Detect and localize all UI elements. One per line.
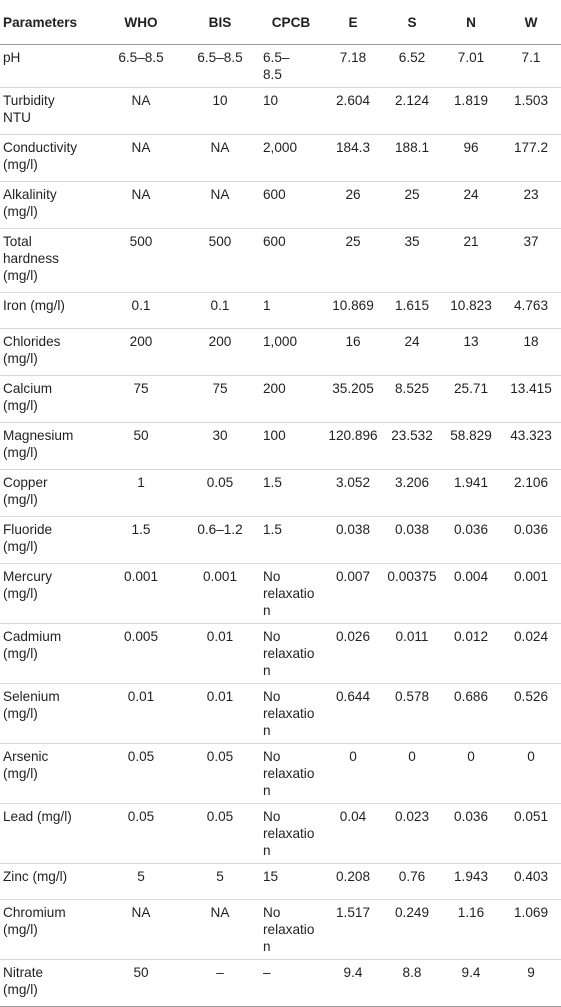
header-cpcb: CPCB (259, 0, 323, 45)
table-row (0, 470, 561, 517)
value-cell: 24 (383, 329, 441, 376)
value-cell: 0.038 (323, 517, 383, 564)
value-cell: 0 (441, 744, 501, 804)
value-cell: 3.052 (323, 470, 383, 517)
header-parameters: Parameters (0, 0, 101, 45)
value-cell: 0.038 (383, 517, 441, 564)
parameter-cell: Chromium (mg/l) (0, 900, 101, 960)
header-who: WHO (101, 0, 181, 45)
value-cell: 1 (101, 470, 181, 517)
value-cell: 0.004 (441, 564, 501, 624)
value-cell: 0.00375 (383, 564, 441, 624)
table-row (0, 376, 561, 423)
value-cell: 0.012 (441, 624, 501, 684)
header-n: N (441, 0, 501, 45)
value-cell: 0.05 (101, 804, 181, 864)
value-cell: 1.503 (501, 88, 561, 135)
value-cell: 0.036 (441, 804, 501, 864)
value-cell: 0.036 (441, 517, 501, 564)
value-cell: No relaxation (259, 744, 323, 804)
header-bis: BIS (181, 0, 259, 45)
value-cell: 0.05 (181, 804, 259, 864)
value-cell: 0.526 (501, 684, 561, 744)
value-cell: 30 (181, 423, 259, 470)
value-cell: 43.323 (501, 423, 561, 470)
table-row (0, 804, 561, 864)
table-row (0, 88, 561, 135)
value-cell: 600 (259, 229, 323, 293)
value-cell: 24 (441, 182, 501, 229)
value-cell: 1.5 (259, 517, 323, 564)
parameter-cell: Alkalinity (mg/l) (0, 182, 101, 229)
value-cell: 0.001 (501, 564, 561, 624)
header-e: E (323, 0, 383, 45)
value-cell: 1.5 (101, 517, 181, 564)
value-cell: 0.001 (101, 564, 181, 624)
value-cell: 6.5– 8.5 (259, 45, 323, 88)
value-cell: – (259, 960, 323, 1007)
value-cell: 0.007 (323, 564, 383, 624)
table-row (0, 960, 561, 1007)
value-cell: 0 (323, 744, 383, 804)
value-cell: 10 (181, 88, 259, 135)
value-cell: 10.869 (323, 293, 383, 329)
value-cell: 0.76 (383, 864, 441, 900)
parameter-cell: Chlorides (mg/l) (0, 329, 101, 376)
value-cell: No relaxation (259, 684, 323, 744)
value-cell: 2.124 (383, 88, 441, 135)
value-cell: 0.051 (501, 804, 561, 864)
table-row (0, 900, 561, 960)
value-cell: 7.01 (441, 45, 501, 88)
value-cell: 15 (259, 864, 323, 900)
value-cell: 177.2 (501, 135, 561, 182)
table-row (0, 423, 561, 470)
value-cell: 0.001 (181, 564, 259, 624)
value-cell: NA (181, 900, 259, 960)
parameter-cell: Iron (mg/l) (0, 293, 101, 329)
value-cell: 8.525 (383, 376, 441, 423)
value-cell: 600 (259, 182, 323, 229)
value-cell: 0.05 (181, 744, 259, 804)
value-cell: 21 (441, 229, 501, 293)
value-cell: 25 (383, 182, 441, 229)
value-cell: 1,000 (259, 329, 323, 376)
parameter-cell: Cadmium (mg/l) (0, 624, 101, 684)
parameter-cell: Zinc (mg/l) (0, 864, 101, 900)
value-cell: 0.403 (501, 864, 561, 900)
parameter-cell: Selenium (mg/l) (0, 684, 101, 744)
value-cell: 96 (441, 135, 501, 182)
table-row (0, 45, 561, 88)
value-cell: 35 (383, 229, 441, 293)
value-cell: 5 (101, 864, 181, 900)
value-cell: 2,000 (259, 135, 323, 182)
value-cell: 0 (501, 744, 561, 804)
parameter-cell: Magnesium (mg/l) (0, 423, 101, 470)
value-cell: 16 (323, 329, 383, 376)
value-cell: 0.1 (101, 293, 181, 329)
value-cell: 23 (501, 182, 561, 229)
value-cell: 75 (181, 376, 259, 423)
table-row (0, 517, 561, 564)
value-cell: NA (101, 88, 181, 135)
value-cell: 0.578 (383, 684, 441, 744)
parameter-cell: Total hardness (mg/l) (0, 229, 101, 293)
value-cell: 1.943 (441, 864, 501, 900)
value-cell: No relaxation (259, 624, 323, 684)
value-cell: 7.1 (501, 45, 561, 88)
table-header-row (0, 0, 561, 45)
value-cell: 0 (383, 744, 441, 804)
value-cell: 4.763 (501, 293, 561, 329)
value-cell: – (181, 960, 259, 1007)
header-s: S (383, 0, 441, 45)
value-cell: 37 (501, 229, 561, 293)
value-cell: 120.896 (323, 423, 383, 470)
parameter-cell: Copper (mg/l) (0, 470, 101, 517)
value-cell: 200 (181, 329, 259, 376)
value-cell: 0.026 (323, 624, 383, 684)
parameter-cell: Turbidity NTU (0, 88, 101, 135)
value-cell: 500 (181, 229, 259, 293)
value-cell: NA (181, 135, 259, 182)
value-cell: 188.1 (383, 135, 441, 182)
value-cell: 25 (323, 229, 383, 293)
value-cell: NA (101, 135, 181, 182)
value-cell: 6.52 (383, 45, 441, 88)
parameter-cell: Calcium (mg/l) (0, 376, 101, 423)
header-w: W (501, 0, 561, 45)
value-cell: 9 (501, 960, 561, 1007)
parameter-cell: Conductivity (mg/l) (0, 135, 101, 182)
table-row (0, 624, 561, 684)
table-row (0, 135, 561, 182)
value-cell: 2.604 (323, 88, 383, 135)
value-cell: 0.036 (501, 517, 561, 564)
table-row (0, 329, 561, 376)
value-cell: 200 (259, 376, 323, 423)
value-cell: 1.819 (441, 88, 501, 135)
value-cell: 0.023 (383, 804, 441, 864)
value-cell: 0.644 (323, 684, 383, 744)
value-cell: 13.415 (501, 376, 561, 423)
value-cell: NA (181, 182, 259, 229)
value-cell: 0.01 (181, 684, 259, 744)
value-cell: No relaxation (259, 564, 323, 624)
value-cell: No relaxation (259, 900, 323, 960)
parameter-cell: Fluoride (mg/l) (0, 517, 101, 564)
value-cell: No relaxation (259, 804, 323, 864)
value-cell: 6.5–8.5 (101, 45, 181, 88)
value-cell: 18 (501, 329, 561, 376)
value-cell: 1.615 (383, 293, 441, 329)
value-cell: 100 (259, 423, 323, 470)
value-cell: 184.3 (323, 135, 383, 182)
table-row (0, 182, 561, 229)
value-cell: 25.71 (441, 376, 501, 423)
parameter-cell: Arsenic (mg/l) (0, 744, 101, 804)
parameter-cell: Mercury (mg/l) (0, 564, 101, 624)
table-row (0, 564, 561, 624)
value-cell: 1.16 (441, 900, 501, 960)
value-cell: 500 (101, 229, 181, 293)
value-cell: 58.829 (441, 423, 501, 470)
value-cell: 7.18 (323, 45, 383, 88)
table-row (0, 684, 561, 744)
value-cell: 5 (181, 864, 259, 900)
value-cell: 200 (101, 329, 181, 376)
value-cell: 10.823 (441, 293, 501, 329)
value-cell: 0.249 (383, 900, 441, 960)
value-cell: 0.01 (101, 684, 181, 744)
parameter-cell: Nitrate (mg/l) (0, 960, 101, 1007)
value-cell: 0.024 (501, 624, 561, 684)
parameter-cell: Lead (mg/l) (0, 804, 101, 864)
value-cell: 75 (101, 376, 181, 423)
value-cell: 1.517 (323, 900, 383, 960)
value-cell: 13 (441, 329, 501, 376)
table-row (0, 229, 561, 293)
table-row (0, 864, 561, 900)
value-cell: 0.6–1.2 (181, 517, 259, 564)
value-cell: 23.532 (383, 423, 441, 470)
value-cell: 0.05 (101, 744, 181, 804)
value-cell: 50 (101, 960, 181, 1007)
value-cell: 35.205 (323, 376, 383, 423)
value-cell: NA (101, 182, 181, 229)
value-cell: 50 (101, 423, 181, 470)
value-cell: 26 (323, 182, 383, 229)
value-cell: NA (101, 900, 181, 960)
value-cell: 0.208 (323, 864, 383, 900)
value-cell: 10 (259, 88, 323, 135)
value-cell: 1.5 (259, 470, 323, 517)
table-body (0, 45, 561, 1007)
value-cell: 8.8 (383, 960, 441, 1007)
parameter-cell: pH (0, 45, 101, 88)
value-cell: 9.4 (323, 960, 383, 1007)
value-cell: 1.941 (441, 470, 501, 517)
value-cell: 3.206 (383, 470, 441, 517)
value-cell: 0.05 (181, 470, 259, 517)
value-cell: 1 (259, 293, 323, 329)
value-cell: 0.686 (441, 684, 501, 744)
value-cell: 6.5–8.5 (181, 45, 259, 88)
value-cell: 0.1 (181, 293, 259, 329)
value-cell: 9.4 (441, 960, 501, 1007)
table-row (0, 744, 561, 804)
value-cell: 0.005 (101, 624, 181, 684)
value-cell: 0.04 (323, 804, 383, 864)
table-row (0, 293, 561, 329)
value-cell: 1.069 (501, 900, 561, 960)
value-cell: 0.011 (383, 624, 441, 684)
value-cell: 0.01 (181, 624, 259, 684)
value-cell: 2.106 (501, 470, 561, 517)
